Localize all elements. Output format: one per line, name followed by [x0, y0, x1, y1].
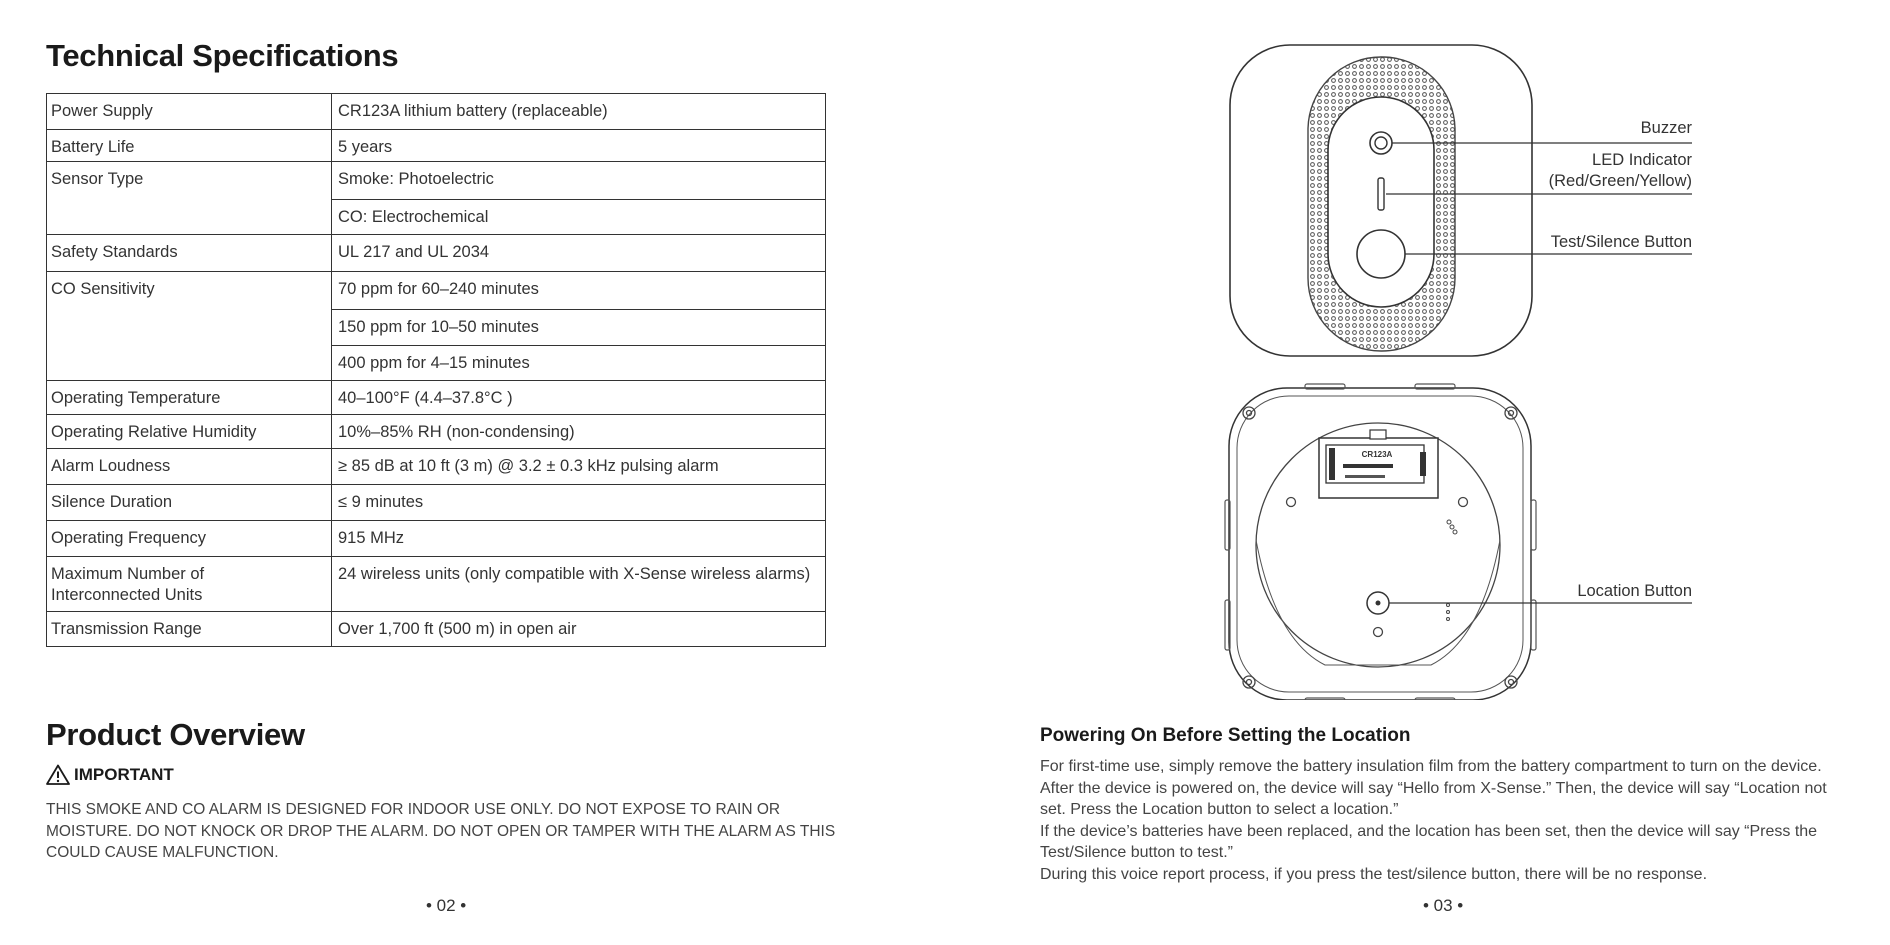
important-label	[46, 764, 174, 785]
spec-value: 24 wireless units (only compatible with X-Sense wireless alarms)	[332, 557, 826, 612]
right-page	[945, 0, 1890, 945]
paragraph: For first-time use, simply remove the battery insulation film from the battery compartment to turn on the device. After the device is powered on, the device will say “Hello from X-Sense.” Then, the device will say “Location not set. Press the Location button to select a location.”	[1040, 758, 1827, 819]
spec-value: 150 ppm for 10–50 minutes	[332, 310, 826, 346]
spec-key: Sensor Type	[47, 162, 332, 235]
warning-text: THIS SMOKE AND CO ALARM IS DESIGNED FOR INDOOR USE ONLY. DO NOT EXPOSE TO RAIN OR MOISTURE. DO NOT KNOCK OR DROP THE ALARM. DO NOT OPEN OR TAMPER WITH THE ALARM AS THIS COULD CAUSE MALFUNCTION.	[46, 801, 836, 861]
spec-key: Power Supply	[47, 94, 332, 130]
spec-row	[47, 130, 826, 162]
buzzer-icon	[1370, 132, 1392, 154]
spec-value: 40–100°F (4.4–37.8°C )	[332, 381, 826, 415]
warning-icon	[46, 764, 70, 785]
spec-value: 10%–85% RH (non-condensing)	[332, 415, 826, 449]
battery-label: CR123A	[1361, 450, 1393, 459]
spec-value: Smoke: Photoelectric	[332, 162, 826, 200]
spec-value: 70 ppm for 60–240 minutes	[332, 272, 826, 310]
spec-row	[47, 235, 826, 272]
spec-key: Safety Standards	[47, 235, 332, 272]
spec-value: ≤ 9 minutes	[332, 485, 826, 521]
spec-value: Over 1,700 ft (500 m) in open air	[332, 612, 826, 647]
battery-compartment	[1319, 430, 1438, 498]
spec-value: 5 years	[332, 130, 826, 162]
page-number: • 03 •	[1423, 896, 1464, 915]
spec-row	[47, 272, 826, 310]
test-silence-button-icon	[1357, 230, 1405, 278]
spec-key: Operating Relative Humidity	[47, 415, 332, 449]
test-button-callout: Test/Silence Button	[1550, 233, 1692, 251]
spec-key: Operating Temperature	[47, 381, 332, 415]
spec-value: CO: Electrochemical	[332, 200, 826, 235]
section-heading: Powering On Before Setting the Location	[1040, 725, 1411, 746]
spec-key: Transmission Range	[47, 612, 332, 647]
spec-table	[46, 93, 826, 647]
paragraph: During this voice report process, if you press the test/silence button, there will be no response.	[1040, 865, 1708, 883]
spec-row	[47, 612, 826, 647]
paragraph: If the device’s batteries have been replaced, and the location has been set, then the device will say “Press the Test/Silence button to test.”	[1040, 822, 1818, 862]
page-number: • 02 •	[426, 896, 467, 915]
spec-value: 915 MHz	[332, 521, 826, 557]
spec-key: CO Sensitivity	[47, 272, 332, 381]
back-view	[1225, 384, 1692, 700]
spec-row	[47, 449, 826, 485]
important-text: IMPORTANT	[74, 764, 174, 784]
spec-row	[47, 557, 826, 612]
alarm-front-diagram	[945, 0, 1890, 700]
body-text	[1040, 756, 1850, 886]
spec-key: Maximum Number of Interconnected Units	[47, 557, 332, 612]
front-view	[1230, 45, 1692, 356]
spec-value: UL 217 and UL 2034	[332, 235, 826, 272]
spec-row	[47, 521, 826, 557]
spec-key: Silence Duration	[47, 485, 332, 521]
spec-key: Battery Life	[47, 130, 332, 162]
location-button-icon	[1367, 592, 1389, 614]
overview-title: Product Overview	[46, 717, 305, 752]
spec-row	[47, 415, 826, 449]
spec-title: Technical Specifications	[46, 38, 399, 73]
spec-key: Operating Frequency	[47, 521, 332, 557]
led-indicator-icon	[1378, 178, 1384, 210]
spec-value: ≥ 85 dB at 10 ft (3 m) @ 3.2 ± 0.3 kHz pulsing alarm	[332, 449, 826, 485]
spec-value: 400 ppm for 4–15 minutes	[332, 346, 826, 381]
buzzer-callout: Buzzer	[1640, 119, 1692, 137]
spec-value: CR123A lithium battery (replaceable)	[332, 94, 826, 130]
spec-row	[47, 381, 826, 415]
location-button-callout: Location Button	[1577, 582, 1692, 600]
led-callout-line1: LED Indicator	[1592, 151, 1692, 169]
spec-key: Alarm Loudness	[47, 449, 332, 485]
spec-row	[47, 94, 826, 130]
spec-row	[47, 485, 826, 521]
led-callout-line2: (Red/Green/Yellow)	[1548, 172, 1692, 190]
spec-row	[47, 162, 826, 200]
